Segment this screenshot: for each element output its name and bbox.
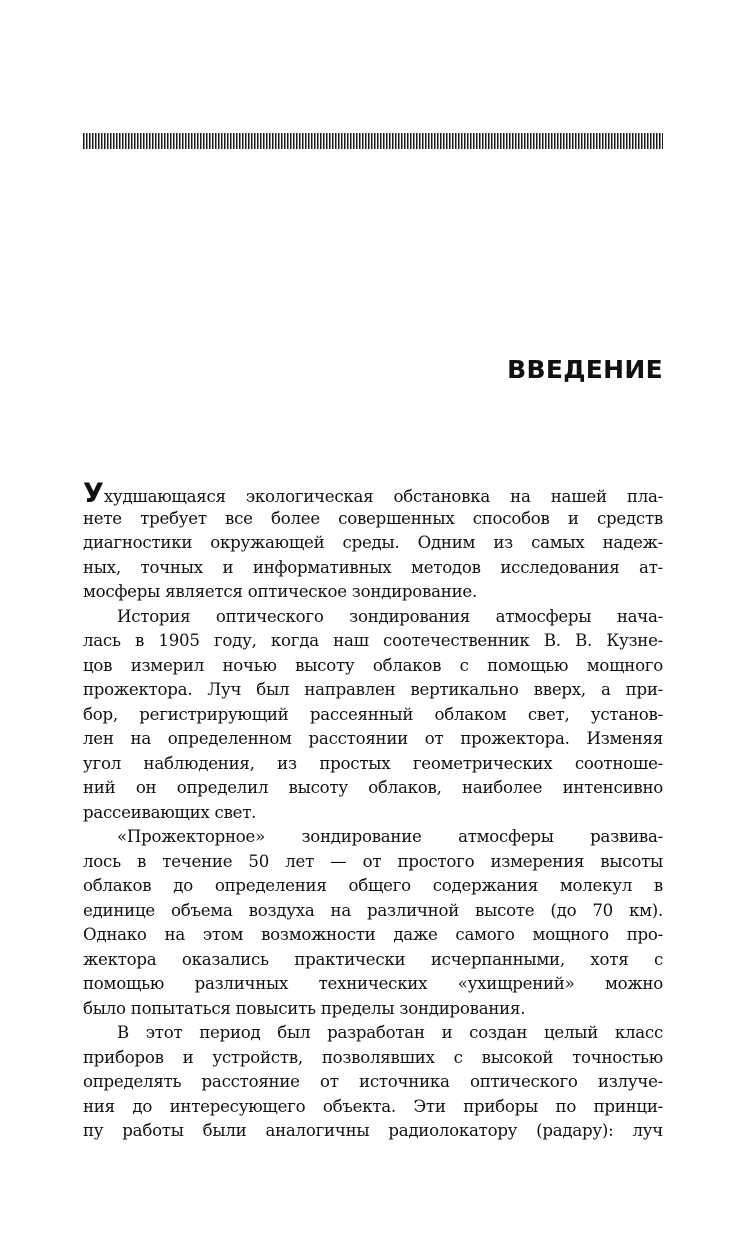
text-line: рассеивающих свет. [83,802,257,822]
text-line: лен на определенном расстоянии от прожектора. Изменяя [83,729,663,748]
body-text [83,478,663,1144]
text-line: диагностики окружающей среды. Одним из самых надеж- [83,533,663,552]
text-line: жектора оказались практически исчерпанными, хотя с [83,949,663,969]
chapter-title: ВВЕДЕНИЕ [507,355,663,384]
text-line: В этот период был разработан и создан целый класс [117,1023,663,1042]
text-line: Однако на этом возможности даже самого мощного про- [83,925,663,944]
text-line: приборов и устройств, позволявших с высокой точностью [83,1047,663,1067]
text-line: ний он определил высоту облаков, наиболее интенсивно [83,778,663,797]
paragraph-1 [83,478,663,605]
paragraph-2 [83,605,663,826]
text-line: цов измерил ночью высоту облаков с помощью мощного [83,655,663,675]
text-line: ния до интересующего объекта. Эти приборы по принци- [83,1096,663,1116]
text-line: Ухудшающаяся экологическая обстановка на нашей пла- [83,478,663,509]
text-line: мосферы является оптическое зондирование. [83,582,477,601]
text-line: единице объема воздуха на различной высоте (до 70 км). [83,900,663,920]
text-line: лась в 1905 году, когда наш соотечественник В. В. Кузне- [83,631,663,650]
text-line: угол наблюдения, из простых геометрических соотноше- [83,753,663,773]
paragraph-3 [83,825,663,1021]
decorative-header-rule [83,133,663,149]
text-line: помощью различных технических «ухищрений» можно [83,974,663,993]
text-line: История оптического зондирования атмосферы нача- [117,606,663,626]
paragraph-4 [83,1021,663,1144]
text-line: прожектора. Луч был направлен вертикально вверх, а при- [83,680,663,699]
text-line: «Прожекторное» зондирование атмосферы развива- [117,827,663,846]
text-line: лось в течение 50 лет — от простого измерения высоты [83,851,663,871]
text-line: ных, точных и информативных методов исследования ат- [83,557,663,577]
text-line: определять расстояние от источника оптического излуче- [83,1072,663,1091]
text-line: пу работы были аналогичны радиолокатору (радару): луч [83,1121,663,1140]
drop-cap: У [83,478,104,509]
text-line: облаков до определения общего содержания молекул в [83,876,663,895]
text-line: было попытаться повысить пределы зондирования. [83,998,526,1018]
text-line: нете требует все более совершенных способов и средств [83,508,663,528]
text-line: бор, регистрирующий рассеянный облаком свет, установ- [83,704,663,724]
